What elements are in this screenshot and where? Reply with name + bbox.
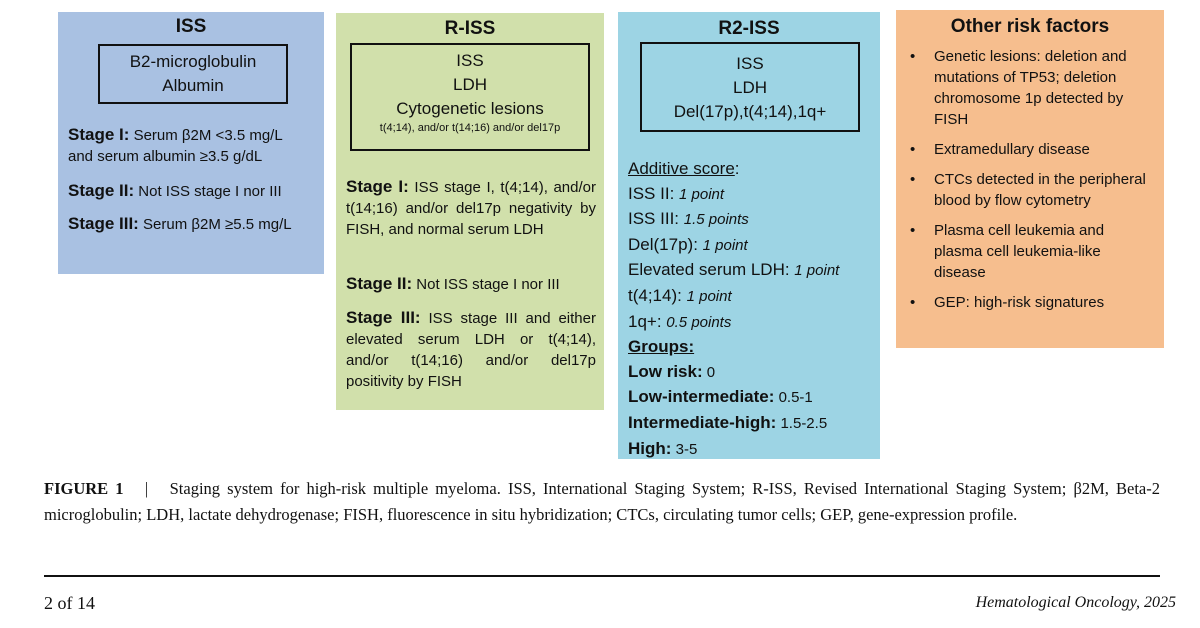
group-label: Low risk:: [628, 361, 703, 381]
score-label: ISS III:: [628, 209, 684, 229]
group-value: 0: [702, 363, 716, 381]
iss-panel: [58, 12, 324, 274]
list-item: • GEP: high-risk signatures: [896, 292, 1164, 313]
group-label: Low-intermediate:: [628, 387, 775, 407]
riss-stage-2-label: Stage II:: [346, 274, 413, 293]
group-value: 3-5: [671, 440, 698, 458]
riss-parameters-box: [350, 43, 590, 151]
riss-title: R-ISS: [444, 18, 496, 39]
list-item: • Plasma cell leukemia and plasma cell leukemia-like disease: [896, 220, 1164, 283]
score-row: [628, 182, 876, 208]
score-value: 0.5 points: [666, 313, 732, 331]
other-title: Other risk factors: [950, 16, 1110, 37]
figure-label: FIGURE 1: [44, 479, 124, 498]
r2iss-panel: [618, 12, 880, 459]
iss-stage-2-label: Stage II:: [68, 181, 135, 200]
r2iss-box-line: Del(17p),t(4;14),1q+: [673, 102, 827, 121]
caption-separator: |: [144, 479, 149, 498]
list-item: • Genetic lesions: deletion and mutations of TP53; deletion chromosome 1p detected by FISH: [896, 46, 1164, 130]
riss-stage-3-label: Stage III:: [346, 308, 421, 327]
iss-stage-1: [68, 124, 318, 167]
r2iss-title: R2-ISS: [718, 18, 780, 39]
iss-stage-3: [68, 213, 318, 235]
group-label: Intermediate-high:: [628, 412, 777, 432]
group-row: [628, 385, 876, 411]
groups-heading: Groups:: [628, 337, 695, 357]
additive-score-colon: :: [734, 159, 740, 178]
score-row: [628, 310, 876, 336]
score-value: 1 point: [686, 287, 732, 305]
riss-box-line: Cytogenetic lesions: [396, 99, 544, 118]
journal-name: Hematological Oncology, 2025: [975, 594, 1176, 611]
score-value: 1 point: [794, 262, 840, 280]
iss-stage-1-label: Stage I:: [68, 125, 130, 144]
riss-box-line: LDH: [452, 75, 487, 94]
riss-stage-1-text: ISS stage I, t(4;14), and/or t(14;16) and/or del17p negativity by FISH, and normal serum LDH: [346, 179, 596, 238]
score-value: 1 point: [702, 236, 748, 254]
score-row: [628, 233, 876, 259]
iss-box-line: Albumin: [162, 76, 224, 95]
riss-box-line: ISS: [456, 51, 484, 70]
iss-box-line: B2-microglobulin: [129, 52, 257, 71]
riss-stage-3: [346, 307, 596, 392]
iss-stage-3-text: Serum β2M ≥5.5 mg/L: [138, 216, 292, 233]
group-row: [628, 411, 876, 437]
page-number: 2 of 14: [44, 593, 95, 613]
list-item: • CTCs detected in the peripheral blood by flow cytometry: [896, 169, 1164, 211]
r2iss-box-line: LDH: [732, 78, 767, 97]
iss-stage-2: [68, 180, 318, 202]
riss-box-subtext: t(4;14), and/or t(14;16) and/or del17p: [379, 122, 561, 134]
group-label: High:: [628, 438, 672, 458]
group-row: [628, 437, 876, 463]
iss-title: ISS: [175, 16, 207, 37]
caption-text: Staging system for high-risk multiple myeloma. ISS, International Staging System; R-ISS, Revised International Staging System; β2M, Beta-2 microglobulin; LDH, lactate dehydrogenase; FISH, fluorescence in situ hybridization; CTCs, circulating tumor cells; GEP, gene-expression profile.: [44, 479, 1160, 524]
riss-stage-1: [346, 176, 596, 240]
riss-panel: [336, 13, 604, 410]
score-value: 1 point: [679, 185, 725, 203]
score-label: t(4;14):: [628, 285, 687, 305]
iss-stage-3-label: Stage III:: [68, 214, 139, 233]
score-row: [628, 207, 876, 233]
group-value: 1.5-2.5: [776, 414, 828, 432]
score-label: Elevated serum LDH:: [628, 260, 795, 280]
group-row: [628, 360, 876, 386]
riss-stage-2: [346, 273, 596, 295]
group-value: 0.5-1: [774, 389, 813, 407]
iss-stage-2-text: Not ISS stage I nor III: [134, 183, 282, 200]
figure-caption: [44, 476, 1160, 528]
other-risk-factors-list: [896, 46, 1164, 322]
score-label: ISS II:: [628, 183, 680, 203]
score-value: 1.5 points: [683, 211, 749, 229]
r2iss-scoring: [628, 157, 876, 462]
r2iss-parameters-box: [640, 42, 860, 132]
iss-stage-1-text-b: and serum albumin ≥3.5 g/dL: [68, 148, 263, 165]
r2iss-box-line: ISS: [736, 54, 764, 73]
list-item: • Extramedullary disease: [896, 139, 1164, 160]
score-row: [628, 284, 876, 310]
riss-stage-1-label: Stage I:: [346, 177, 409, 196]
iss-parameters-box: [98, 44, 288, 104]
score-label: Del(17p):: [628, 234, 703, 254]
score-label: 1q+:: [628, 311, 667, 331]
iss-stage-1-text-a: Serum β2M <3.5 mg/L: [129, 127, 283, 144]
other-risk-factors-panel: [896, 10, 1164, 348]
additive-score-heading: [628, 157, 876, 182]
riss-stage-2-text: Not ISS stage I nor III: [412, 276, 560, 293]
score-row: [628, 258, 876, 284]
additive-score-label: Additive score: [628, 159, 735, 178]
footer-divider: [44, 575, 1160, 577]
riss-stage-3-text: ISS stage III and either elevated serum LDH or t(4;14), and/or t(14;16) and/or del17p positivity by FISH: [346, 310, 596, 390]
